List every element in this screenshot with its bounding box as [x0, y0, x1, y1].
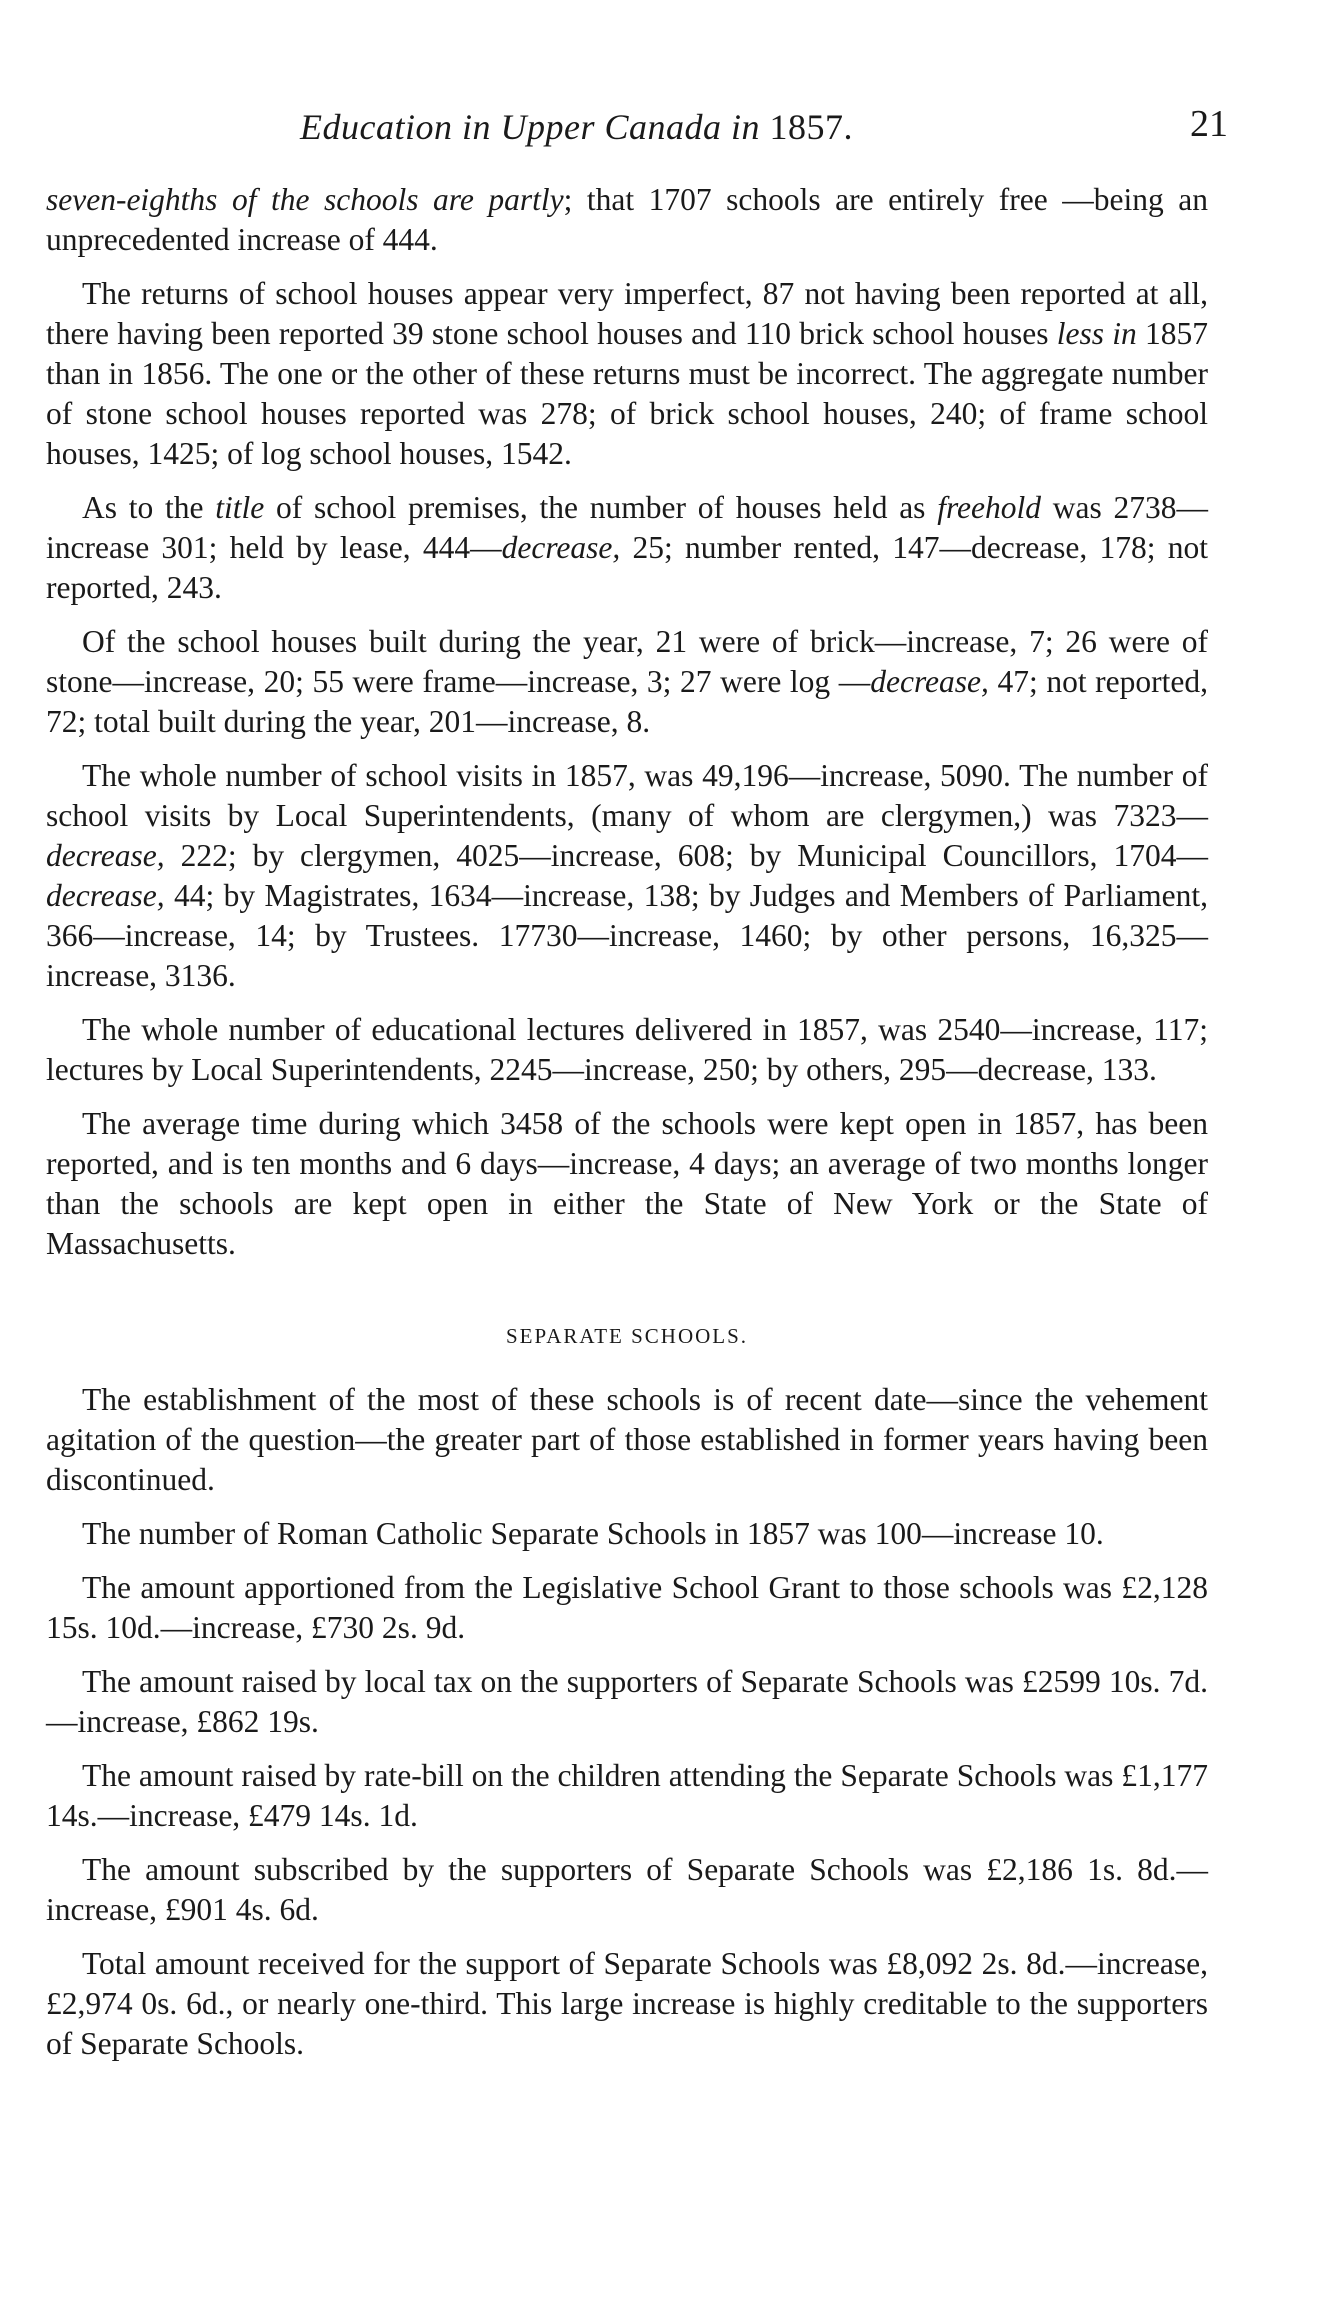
- paragraph: [46, 1756, 1208, 1836]
- page-header: [300, 100, 1228, 160]
- paragraph-text: 1857 than in 1856. The one or the other of these returns must be incorrect. The aggregate number of stone school houses reported was 278; of brick school houses, 240; of frame school houses, 1425; of log school houses, 1542.: [46, 316, 1208, 471]
- paragraph-text: Of the school houses built during the year, 21 were of brick—increase, 7; 26 were of stone—increase, 20; 55 were frame—increase, 3; 27 were log —: [46, 624, 1208, 699]
- italic-text: freehold: [937, 490, 1042, 525]
- paragraph-text: The amount raised by rate-bill on the children attending the Separate Schools was £1,177 14s.—increase, £479 14s. 1d.: [46, 1758, 1208, 1833]
- running-title: [300, 106, 853, 148]
- paragraph: [46, 622, 1208, 742]
- paragraph: [46, 274, 1208, 474]
- paragraph: [46, 1514, 1208, 1554]
- paragraph: [46, 1944, 1208, 2064]
- paragraph-text: ; that 1707 schools are entirely free —being an unprecedented increase of 444.: [46, 182, 1208, 257]
- running-title-year: 1857.: [769, 107, 853, 147]
- paragraph-text: 44; by Magistrates, 1634—increase, 138; by Judges and Members of Parliament, 366—increase, 14; by Trustees. 17730—increase, 1460; by other persons, 16,325—increase, 3136.: [46, 878, 1208, 993]
- running-title-text: Education in Upper Canada in: [300, 107, 770, 147]
- italic-text: title: [215, 490, 265, 525]
- page-number: 21: [1190, 103, 1228, 145]
- paragraph-text: 25; number rented, 147—decrease, 178; not reported, 243.: [46, 530, 1208, 605]
- paragraph-text: was 2738—increase 301; held by lease, 444—: [46, 490, 1208, 565]
- paragraph: [46, 1104, 1208, 1264]
- italic-text: decrease,: [46, 838, 165, 873]
- paragraph-text: The amount raised by local tax on the supporters of Separate Schools was £2599 10s. 7d.—increase, £862 19s.: [46, 1664, 1208, 1739]
- paragraph-text: The returns of school houses appear very imperfect, 87 not having been reported at all, there having been reported 39 stone school houses and 110 brick school houses: [46, 276, 1208, 351]
- paragraph: [46, 1850, 1208, 1930]
- italic-text: decrease,: [46, 878, 165, 913]
- paragraph-text: of school premises, the number of houses held as: [264, 490, 938, 525]
- page-body: [46, 180, 1208, 2078]
- paragraph: [46, 488, 1208, 608]
- paragraph-text: The whole number of school visits in 1857, was 49,196—increase, 5090. The number of school visits by Local Superintendents, (many of whom are clergymen,) was 7323—: [46, 758, 1208, 833]
- paragraph: [46, 756, 1208, 996]
- paragraphs: [46, 180, 1208, 1264]
- paragraph-text: The establishment of the most of these schools is of recent date—since the vehement agitation of the question—the greater part of those established in former years having been discontinued.: [46, 1382, 1208, 1497]
- paragraph-text: The number of Roman Catholic Separate Schools in 1857 was 100—increase 10.: [82, 1516, 1104, 1551]
- italic-text: less in: [1056, 316, 1137, 351]
- paragraph: [46, 180, 1208, 260]
- italic-text: seven-eighths of the schools are partly: [46, 182, 564, 217]
- paragraph: [46, 1568, 1208, 1648]
- paragraph-text: 222; by clergymen, 4025—increase, 608; by Municipal Councillors, 1704—: [164, 838, 1208, 873]
- paragraph-text: The amount subscribed by the supporters of Separate Schools was £2,186 1s. 8d.—increase, £901 4s. 6d.: [46, 1852, 1208, 1927]
- paragraph-text: Total amount received for the support of Separate Schools was £8,092 2s. 8d.—increase, £2,974 0s. 6d., or nearly one-third. This large increase is highly creditable to the supporters of Separate Schools.: [46, 1946, 1208, 2061]
- paragraph-text: The whole number of educational lectures delivered in 1857, was 2540—increase, 117; lectures by Local Superintendents, 2245—increase, 250; by others, 295—decrease, 133.: [46, 1012, 1208, 1087]
- paragraph-text: The average time during which 3458 of the schools were kept open in 1857, has been reported, and is ten months and 6 days—increase, 4 days; an average of two months longer than the schools are kept open in either the State of New York or the State of Massachusetts.: [46, 1106, 1208, 1261]
- paragraph-text: The amount apportioned from the Legislative School Grant to those schools was £2,128 15s. 10d.—increase, £730 2s. 9d.: [46, 1570, 1208, 1645]
- italic-text: decrease,: [870, 664, 989, 699]
- section-heading: SEPARATE SCHOOLS.: [505, 1324, 749, 1348]
- paragraph-text: 47; not reported, 72; total built during the year, 201—increase, 8.: [46, 664, 1208, 739]
- section-paragraphs: [46, 1380, 1208, 2064]
- paragraph: [46, 1010, 1208, 1090]
- paragraph: [46, 1380, 1208, 1500]
- italic-text: decrease,: [501, 530, 621, 565]
- paragraph-text: As to the: [82, 490, 216, 525]
- paragraph: [46, 1662, 1208, 1742]
